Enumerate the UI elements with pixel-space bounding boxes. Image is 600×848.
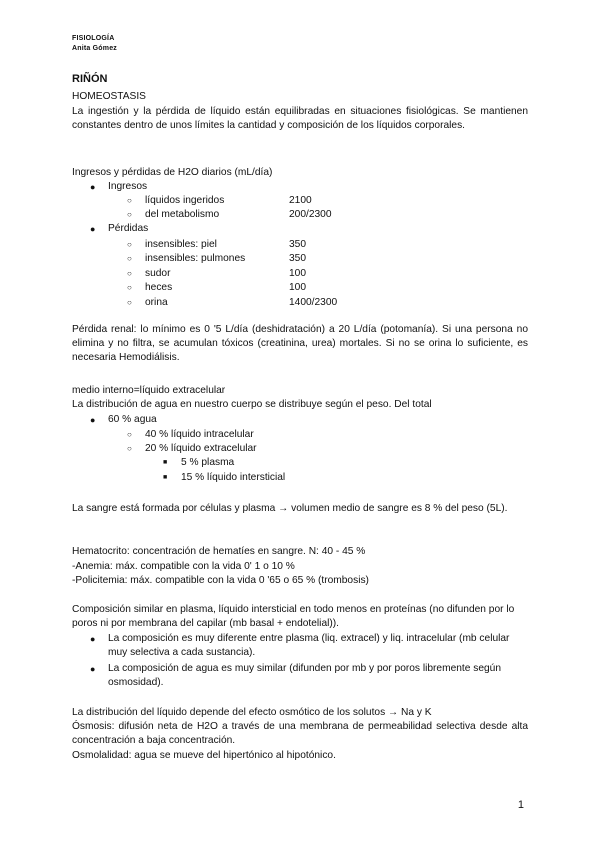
perdida-item-value: 350 xyxy=(289,239,306,250)
perdida-item-name: insensibles: pulmones xyxy=(145,253,246,264)
bullet-circle: ○ xyxy=(127,269,132,278)
perdida-item-value: 1400/2300 xyxy=(289,297,338,308)
bullet-dot: ● xyxy=(90,224,96,234)
ingreso-item-name: del metabolismo xyxy=(145,209,220,220)
bullet-dot: ● xyxy=(90,634,96,644)
distribution-interstitial: 15 % líquido intersticial xyxy=(181,472,286,483)
osmosis-line3: Osmolalidad: agua se mueve del hipertónico al hipotónico. xyxy=(72,750,336,761)
page-number: 1 xyxy=(517,799,524,811)
perdida-item-name: orina xyxy=(145,297,168,308)
ingresos-label: Ingresos xyxy=(108,181,148,192)
bullet-square: ■ xyxy=(163,474,168,481)
distribution-line1: medio interno=líquido extracelular xyxy=(72,385,226,396)
distribution-water: 60 % agua xyxy=(108,414,157,425)
bullet-circle: ○ xyxy=(127,210,132,219)
bullet-dot: ● xyxy=(90,415,96,425)
header-author: Anita Gómez xyxy=(72,45,117,52)
hematocrit-line3: -Policitemia: máx. compatible con la vida 0 '65 o 65 % (trombosis) xyxy=(72,575,369,586)
document-header xyxy=(72,34,117,54)
bullet-circle: ○ xyxy=(127,240,132,249)
homeostasis-heading: HOMEOSTASIS xyxy=(72,91,146,102)
osmosis-line2: Ósmosis: difusión neta de H2O a través de una membrana de permeabilidad selectiva desde alta concentración a baja concentración. xyxy=(72,721,528,746)
renal-loss-text: Pérdida renal: lo mínimo es 0 '5 L/día (deshidratación) a 20 L/día (potomanía). Si una persona no elimina y no filtra, se acumulan tóxicos (creatinina, urea) mortales. Si no se orina lo suficiente, es necesaria Hemodiálisis. xyxy=(72,324,528,363)
ingreso-item-value: 2100 xyxy=(289,195,312,206)
perdida-item-value: 100 xyxy=(289,282,306,293)
bullet-circle: ○ xyxy=(127,444,132,453)
osmosis-line1: La distribución del líquido depende del efecto osmótico de los solutos → Na y K xyxy=(72,707,432,718)
bullet-dot: ● xyxy=(90,182,96,192)
homeostasis-text: La ingestión y la pérdida de líquido están equilibradas en situaciones fisiológicas. Se mantienen constantes dentro de unos límites la cantidad y composición de los líquidos corporales. xyxy=(72,106,528,131)
distribution-extracellular: 20 % líquido extracelular xyxy=(145,443,257,454)
composition-intro: Composición similar en plasma, líquido intersticial en todo menos en proteínas (no difunden por lo poros ni por membrana del capilar (mb basal + endotelial)). xyxy=(72,604,515,629)
bullet-square: ■ xyxy=(163,459,168,466)
header-subject: FISIOLOGÍA xyxy=(72,35,115,42)
bullet-circle: ○ xyxy=(127,196,132,205)
bullet-circle: ○ xyxy=(127,254,132,263)
composition-bullet1: La composición es muy diferente entre plasma (liq. extracel) y liq. intracelular (mb celular muy selectiva a cada sustancia). xyxy=(108,633,510,658)
distribution-intracellular: 40 % líquido intracelular xyxy=(145,429,254,440)
perdida-item-name: heces xyxy=(145,282,173,293)
bullet-circle: ○ xyxy=(127,430,132,439)
blood-text: La sangre está formada por células y plasma → volumen medio de sangre es 8 % del peso (5L). xyxy=(72,503,508,514)
perdida-item-value: 350 xyxy=(289,253,306,264)
page-title: RIÑÓN xyxy=(72,73,108,85)
distribution-line2: La distribución de agua en nuestro cuerpo se distribuye según el peso. Del total xyxy=(72,399,432,410)
balance-heading: Ingresos y pérdidas de H2O diarios (mL/día) xyxy=(72,167,273,178)
hematocrit-line1: Hematocrito: concentración de hematíes en sangre. N: 40 - 45 % xyxy=(72,546,366,557)
bullet-dot: ● xyxy=(90,664,96,674)
bullet-circle: ○ xyxy=(127,283,132,292)
ingreso-item-name: líquidos ingeridos xyxy=(145,195,225,206)
hematocrit-line2: -Anemia: máx. compatible con la vida 0' 1 o 10 % xyxy=(72,561,295,572)
bullet-circle: ○ xyxy=(127,298,132,307)
perdidas-label: Pérdidas xyxy=(108,223,149,234)
perdida-item-name: insensibles: piel xyxy=(145,239,217,250)
perdida-item-name: sudor xyxy=(145,268,171,279)
distribution-plasma: 5 % plasma xyxy=(181,457,235,468)
composition-bullet2: La composición de agua es muy similar (difunden por mb y por poros libremente según osmosidad). xyxy=(108,663,501,688)
ingreso-item-value: 200/2300 xyxy=(289,209,332,220)
perdida-item-value: 100 xyxy=(289,268,306,279)
